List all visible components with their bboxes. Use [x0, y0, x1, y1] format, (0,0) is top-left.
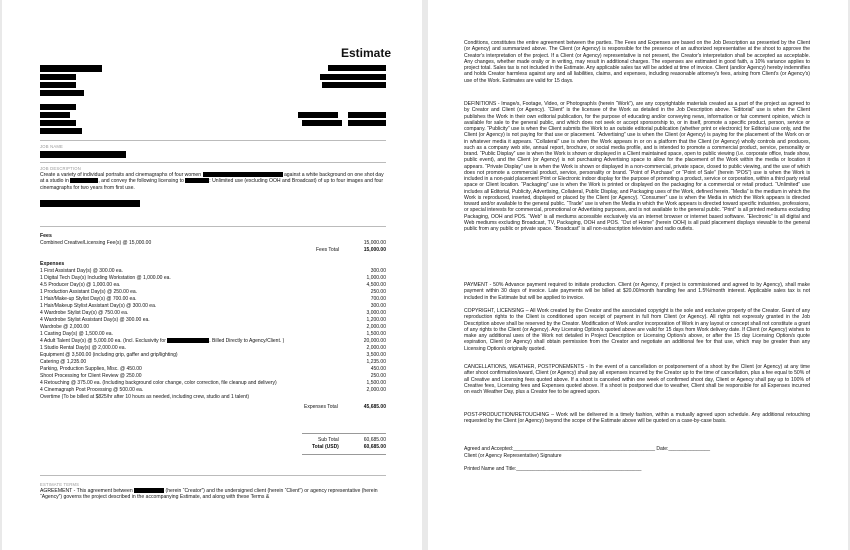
agreement-paragraph: AGREEMENT - This agreement between (herein “Creator”) and the undersigned client (herein “Client”) or agency representative (herein “Agency”) governs the project described in the accompanying Estimate, and along with these Terms &	[40, 488, 378, 501]
fees-total: 15,000.00	[363, 247, 386, 253]
job-name-label: JOB NAME	[40, 144, 64, 149]
redacted-block	[40, 128, 82, 134]
totals-divider	[302, 454, 386, 455]
expenses-heading: Expenses	[40, 261, 65, 267]
expense-row: 1 Production Assistant Day(s) @ 250.00 ea. 250.00	[40, 289, 386, 295]
expense-row: 4 Adult Talent Day(s) @ 5,000.00 ea. (Incl. Exclusivity for . Billed Directly to Agency/Client. ) 20,000.00	[40, 338, 386, 344]
expense-row: 1 First Assistant Day(s) @ 300.00 ea. 300.00	[40, 268, 386, 274]
redacted-inline	[70, 178, 98, 183]
expense-row: 4 Retouching @ 375.00 ea. (Including background color change, color correction, file cleanup and delivery) 1,500.00	[40, 380, 386, 386]
definitions-paragraph: DEFINITIONS - Image/s, Footage, Video, or Photograph/s (herein “Work”), are any copyrightable materials created as a part of the project as agreed to by Creator and Client (or Agency). “Client” is the licensee of the Work as detailed in the Job Description above. “Editorial” use is when the Client publishes the Work in their own editorial publication, for the purpose of educating and/or conveying news, information or fair comment opinion, which is available for sale to the general public, and which does not seek or accept sponsorship to, or in itself, promote a specific product, person, service or company. “Publicity” use is when the Client submits the Work to an outside editorial publication (whether print or electronic) for Editorial use only, and the Client (or Agency) is not paying for that use or placement. “Advertising” use is when the Client (or Agency) is paying for the placement of the Work on or in whatever media it appears. “Collateral” use is when the Work appears in or on a platform that the Client (or Agency) wholly controls and produces, such as a company web site, annual report, brochure, or social media profile, and is intended to promote a commercial product, service, personality or brand. “Public Display” use is when the Work is shown or displayed in a Client maintained space, open to public viewing (i.e. corporate office, trade show, public event), and the Client (or Agency) is not purchasing Advertising space to allow for the placement of the Work within the media or location it appears. “Private Display” use is when the Work is shown or displayed in a non-commercial, private space, closed to public viewing, and the use of which does not promote a commercial product, service, personality or brand. “Point of Purchase” or “Point of Sale” (herein “POS”) use is when the Work is included in a non-paid placement Print or Electronic indoor display for the purpose of promoting a product, service or corporation, within a third party retail space or Client location. “Packaging” use is when the Work is printed or displayed on the packaging for a commercial or retail product. “Unlimited” use includes all Editorial, Publicity, Advertising, Collateral, Public Display, and Packaging uses of the Work, defined herein. “Media” is the medium in which the Work is reproduced, inserted, displayed or placed by the Client (or Agency). “Consumer” use is when the Media in which the Work appears is directed toward and/or available to the general public. “Trade” use is when the Media in which the Work appears is directed toward specific industries, professions, or special interests for commercial, promotional or Advertising purposes, and is not available to the general public. “Print” is all printed mediums excluding Packaging, OOH and POS. “Web” is all mediums accessible exclusively via an internet browser or internet based software. “Electronic” is all digital and Web mediums excluding Broadcast, TV, Packaging, OOH and POS. “Out of Home” (herein OOH) is all paid placement displays viewable to the general public from any public or private space. “Broadcast” is all non-subscription television and radio outlets.	[464, 101, 810, 232]
payment-paragraph: PAYMENT - 50% Advance payment required to initiate production. Client (or Agency, if project is commissioned and agreed to by Agency), shall make payment within 30 days of invoice. Late payments will be billed at $20.00/month handling fee and 1.5%/month interest. Applicable sales tax is not included in the Estimate but will be applied to invoice.	[464, 282, 810, 301]
redacted-block	[348, 120, 386, 126]
expense-row: 4 Cinemagraph Post Processing @ 500.00 ea. 2,000.00	[40, 387, 386, 393]
expense-row: Catering @ 1,235.00 1,235.00	[40, 359, 386, 365]
expense-row: 1 Hair/Make-up Stylist Day(s) @ 700.00 ea. 700.00	[40, 296, 386, 302]
post-production-paragraph: POST-PRODUCTION/RETOUCHING – Work will be delivered in a timely fashion, within a mutually agreed upon schedule. Any additional retouching requested by the Client (or Agency) beyond the scope of the Estimate above will be quoted on a case-by-case basis.	[464, 412, 810, 425]
redacted-block	[328, 65, 386, 71]
expense-row: 4 Wardrobe Stylist Day(s) @ 750.00 ea. 3,000.00	[40, 310, 386, 316]
redacted-block	[348, 112, 386, 118]
redacted-block	[40, 120, 76, 126]
divider	[40, 140, 386, 141]
expense-row: 1 Studio Rental Day(s) @ 2,000.00 ea. 2,000.00	[40, 345, 386, 351]
redacted-inline	[185, 178, 209, 183]
redacted-block	[302, 120, 342, 126]
redacted-block	[40, 90, 84, 96]
redacted-block	[320, 74, 386, 80]
fees-heading: Fees	[40, 233, 52, 239]
total: 60,685.00	[363, 444, 386, 450]
expense-row: Wardrobe @ 2,000.00 2,000.00	[40, 324, 386, 330]
redacted-block	[322, 82, 386, 88]
expense-row: Shoot Processing for Client Review @ 250.00 250.00	[40, 373, 386, 379]
redacted-block	[40, 82, 76, 88]
total-label: Total (USD)	[312, 444, 339, 450]
redacted-block	[40, 65, 102, 72]
expense-row: 4.5 Producer Day(s) @ 1,000.00 ea. 4,500.00	[40, 282, 386, 288]
redacted-inline	[134, 488, 164, 493]
redacted-block	[40, 74, 76, 80]
job-description: Create a variety of individual portraits and cinemagraphs of four women against a white background on one shot day at a studio in , and convey the following licensing to : Unlimited use (excluding OOH and Broadcast) of up to four images and four cinemagraphs for two years from first use.	[40, 172, 384, 191]
expenses-total: 45,685.00	[363, 404, 386, 410]
job-description-label: JOB DESCRIPTION	[40, 166, 81, 171]
copyright-paragraph: COPYRIGHT, LICENSING – All Work created by the Creator and the associated copyright is the sole and exclusive property of the Creator. Grant of any reproduction rights to the Client is conditioned upon receipt of payment in full from Client (or Agency). All rights not expressly granted in the Job Description above shall be reserved by the Creator. Modification of Work and/or incorporation of Work in any layout or concept shall not constitute a grant of any rights to the Client (or Agency). Any Licensing Option/s quoted above are valid for 15 days from Work delivery date. If Client (or Agency) wishes to make any additional uses of the Work not detailed in Project Description or Licensing Option/s above, or after the 15 day Licensing Option/s quote expiration, Client (or Agency) shall obtain permission from the Creator and negotiate an additional fee for that use, which may be greater than any Licensing Option/s originally quoted.	[464, 308, 810, 352]
estimate-terms-label: ESTIMATE TERMS	[40, 482, 80, 487]
expense-row: 4 Wardrobe Stylist Assistant Day(s) @ 300.00 ea. 1,200.00	[40, 317, 386, 323]
divider	[40, 162, 386, 163]
signature-caption: Client (or Agency Representative) Signature	[464, 453, 562, 459]
expense-row: 1 Hair/Makeup Stylist Assistant Day(s) @ 300.00 ea. 300.00	[40, 303, 386, 309]
expense-row: Overtime (To be billed at $825/hr after 10 hours as needed, including crew, studio and 1 talent)	[40, 394, 250, 400]
estimate-page-2	[428, 0, 848, 550]
divider	[40, 475, 386, 476]
redacted-block	[40, 104, 76, 110]
fee-row: Combined Creative/Licensing Fee(s) @ 15,000.00 15,000.00	[40, 240, 386, 246]
estimate-page-1	[2, 0, 422, 550]
redacted-inline	[167, 338, 209, 343]
totals-divider	[302, 433, 386, 434]
expense-row: 1 Casting Day(s) @ 1,500.00 ea. 1,500.00	[40, 331, 386, 337]
fees-total-label: Fees Total	[316, 247, 339, 253]
expense-row: Parking, Production Supplies, Misc. @ 450.00 450.00	[40, 366, 386, 372]
redacted-block	[298, 112, 338, 118]
redacted-job-name	[40, 151, 126, 158]
divider	[40, 226, 386, 227]
sub-total: 60,685.00	[363, 437, 386, 443]
redacted-block	[40, 200, 140, 207]
expense-row: 1 Digital Tech Day(s) Including Workstation @ 1,000.00 ea. 1,000.00	[40, 275, 386, 281]
expense-row: Equipment @ 3,500.00 (including grip, gaffer and grip/lighting) 3,500.00	[40, 352, 386, 358]
document-title: Estimate	[341, 46, 392, 60]
signature-line[interactable]: Agreed and Accepted:___________________________________________________ Date:_______________	[464, 446, 711, 452]
terms-conditions-paragraph: Conditions, constitutes the entire agreement between the parties. The Fees and Expenses are based on the Job Description as presented by the Client (or Agency) and summarized above. The Client (or Agency) is responsible for the presence of an authorized representative at the shoot to approve the Creator's interpretation of the project. If a Client (or Agency) representative is not present, the Creator's interpretation shall be accepted as acceptable. Any changes, whether made orally or in writing, may result in additional charges. The expenses are estimated in good faith, a 10% variance applies to project total. Sales tax is not included in the Estimate. Any applicable sales tax will be added at time of invoice. Client (and/or Agency) hereby indemnifies and holds Creator harmless against any and all liabilities, claims, and expenses, including reasonable attorney's fees, arising from Client's (or Agency's) use of the Work. Estimates are valid for 15 days.	[464, 40, 810, 84]
redacted-inline	[203, 172, 283, 177]
expenses-total-label: Expenses Total	[304, 404, 338, 410]
sub-total-label: Sub Total	[318, 437, 339, 443]
cancellations-paragraph: CANCELLATIONS, WEATHER, POSTPONEMENTS - In the event of a cancellation or postponement of a shoot by the Client (or Agency) at any time after shoot confirmation/award, Client (or Agency) shall pay all expenses incurred by the Creator up to the time of cancellation, plus a fee equal to 50% of all Creative and Licensing fees quoted above. If a shoot is canceled within one week of confirmed shoot day, Client or Agency shall pay up to 100% of Creative fees, Licensing fees and Expenses quoted above. If a shoot is postponed due to weather, Client shall be responsible for all Expenses incurred on each Weather Day, plus a Creator fee to be agreed upon.	[464, 364, 810, 395]
printed-name-line[interactable]: Printed Name and Title:_____________________________________________	[464, 466, 642, 472]
redacted-block	[40, 112, 70, 118]
